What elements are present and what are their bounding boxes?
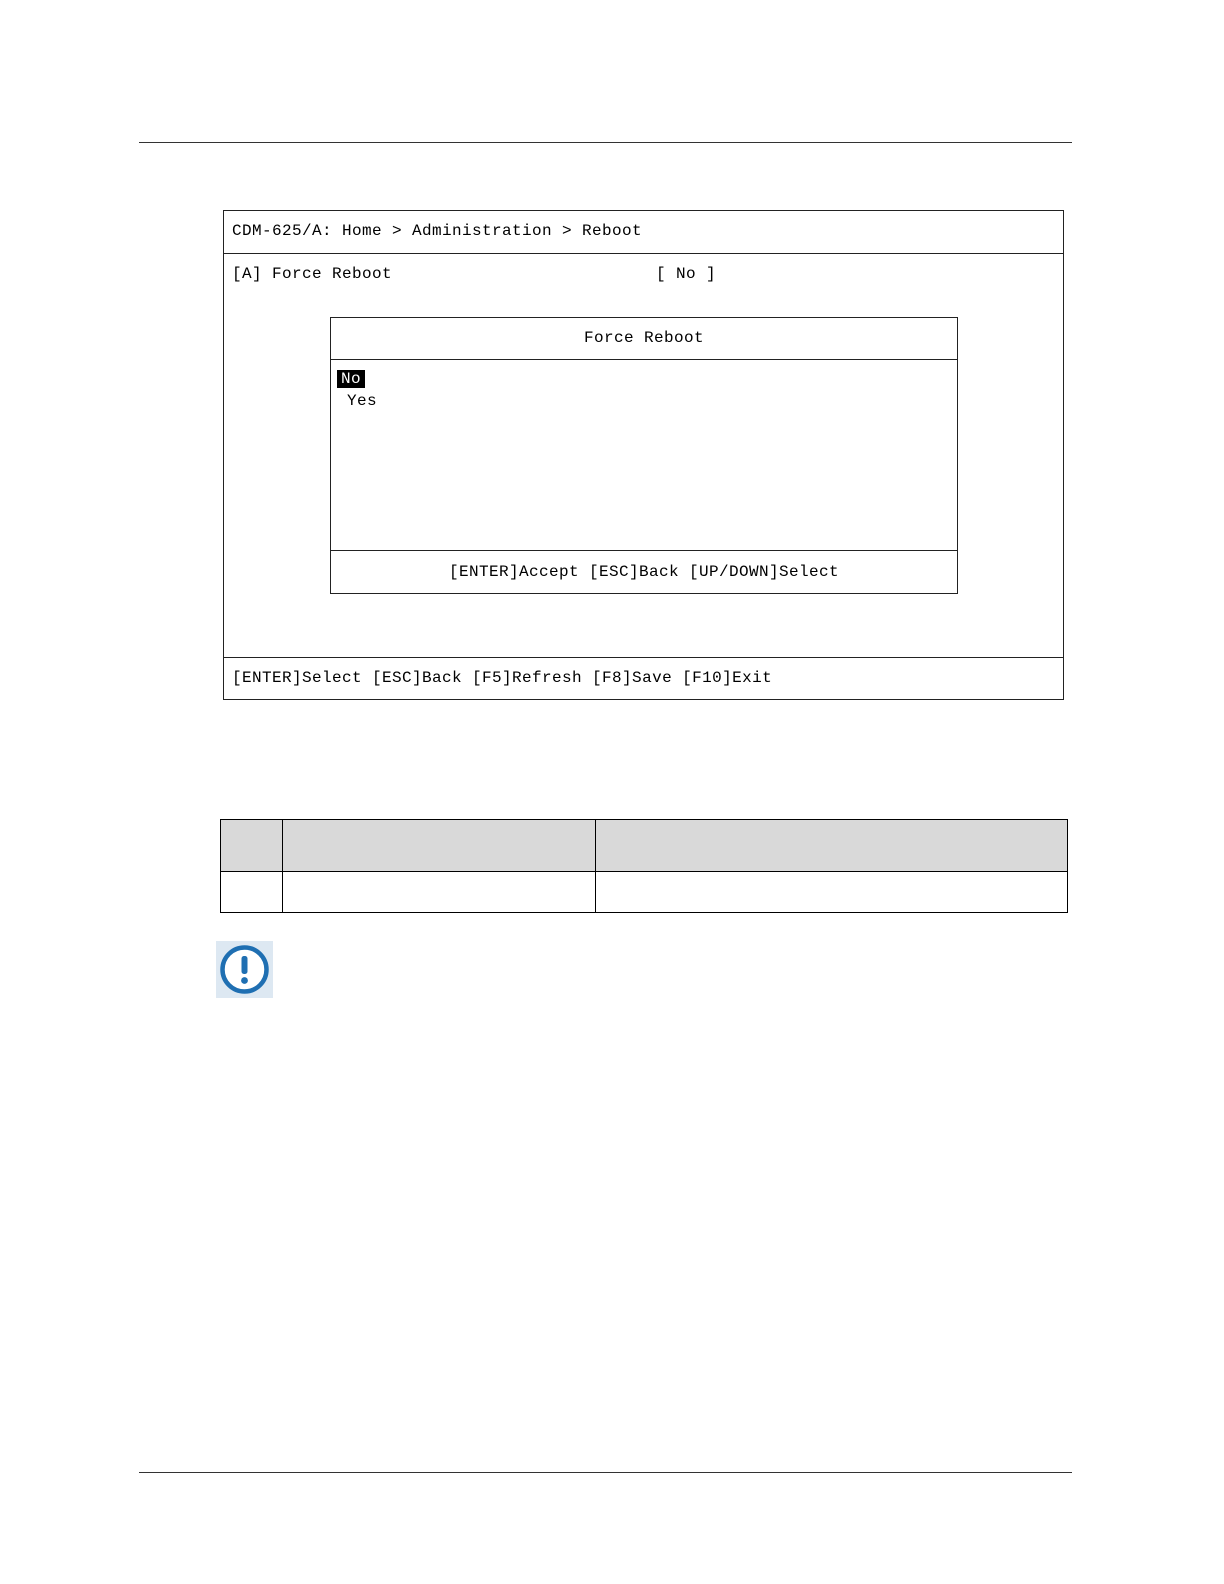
force-reboot-dialog bbox=[330, 317, 958, 594]
table-header-cell bbox=[283, 820, 596, 872]
table-header-row bbox=[221, 820, 1068, 872]
footer-key-hints: [ENTER]Select [ESC]Back [F5]Refresh [F8]Save [F10]Exit bbox=[232, 669, 773, 687]
description-table bbox=[220, 819, 1068, 913]
table-cell bbox=[596, 872, 1068, 913]
footer-divider bbox=[224, 657, 1063, 658]
list-item-yes[interactable]: Yes bbox=[347, 392, 378, 410]
table-row bbox=[221, 872, 1068, 913]
important-icon bbox=[216, 941, 273, 998]
option-force-reboot-value[interactable]: [ No ] bbox=[656, 265, 717, 283]
table-cell bbox=[221, 872, 283, 913]
option-force-reboot[interactable]: [A] Force Reboot bbox=[232, 265, 393, 283]
breadcrumb-divider bbox=[224, 253, 1063, 254]
dialog-title-divider bbox=[331, 359, 957, 360]
table-cell bbox=[283, 872, 596, 913]
header-rule bbox=[139, 142, 1072, 143]
list-item-no[interactable]: No bbox=[337, 370, 365, 388]
dialog-key-hints: [ENTER]Accept [ESC]Back [UP/DOWN]Select bbox=[448, 563, 840, 581]
dialog-hint-divider bbox=[331, 550, 957, 551]
footer-rule bbox=[139, 1472, 1072, 1473]
table-header-cell bbox=[221, 820, 283, 872]
breadcrumb: CDM-625/A: Home > Administration > Reboot bbox=[232, 222, 643, 240]
dialog-title: Force Reboot bbox=[583, 329, 705, 347]
table-header-cell bbox=[596, 820, 1068, 872]
terminal-screen bbox=[223, 210, 1064, 700]
